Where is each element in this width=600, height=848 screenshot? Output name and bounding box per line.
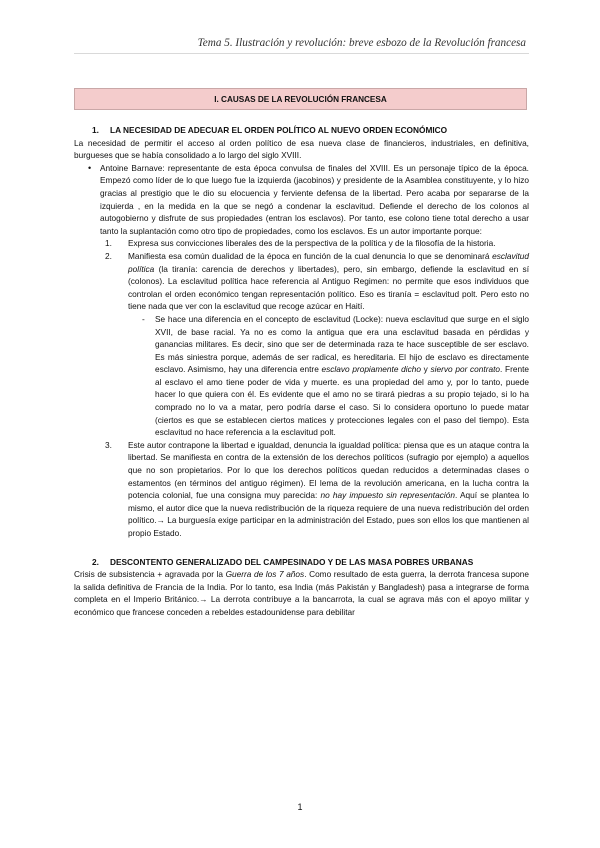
dash-item-text-mid: y [420,364,431,375]
page-number: 1 [297,802,303,812]
section-title: I. CAUSAS DE LA REVOLUCIÓN FRANCESA [214,94,387,104]
numbered-item-1-number: 1. [105,238,112,249]
heading-1 [74,124,529,137]
emphasis-esclavitud-politica: esclavitud política [128,250,529,274]
document-body [74,124,529,619]
bullet-item-text: • Antoine Barnave: representante de esta época convulsa de finales del XVIII. Es un personaje típico de la época. Empezó como líder de lo que luego fue la izquierda (jacobinos) y presidente de la Asamblea constituyente, y lo hizo gracias al prestigio que le dio su elocuencia y ferviente defensa de la libertad. Pero acaba por separarse de la izquierda , en la medida en la que se negó a condenar la esclavitud. Defiende el derecho de los colonos al autogobierno y disfrute de sus propiedades (entran los esclavos). Por tanto, ese colono tiene total derecho a usar tanto la suplantación como otro tipo de propiedades, como los esclavos. Es un autor importante porque: [100,162,529,236]
bullet-item-barnave [100,162,529,540]
heading-2-number: 2. [92,556,99,567]
numbered-item-1 [105,237,529,250]
emphasis-esclavo-propiamente: esclavo propiamente dicho [321,364,421,375]
paragraph-crisis-a: Crisis de subsistencia + agravada por la [74,569,226,580]
numbered-item-2-text [128,250,529,313]
paragraph-intro: La necesidad de permitir el acceso al orden político de esa nueva clase de financieros, industriales, en definitiva, burgueses que se había consolidado a lo largo del siglo XVIII. [74,137,529,161]
emphasis-siervo-contrato: siervo por contrato [430,364,501,375]
dash-item-text [155,313,529,439]
paragraph-crisis-b: . Como resultado de esta guerra, la derrota francesa supone la salida definitiva de Francia de la India. Por lo tanto, esa India (más Pakistán y Bangladesh) pasa a integrarse de forma completa en el Imperio Británico.→ La derrota contribuye a la bancarrota, la cual se agrava más con el apoyo militar y económico que francese conceden a rebeldes estadounidense para debilitar [74,569,529,617]
heading-2 [74,556,529,569]
numbered-item-3-number: 3. [105,439,112,450]
numbered-item-3-text-a: Este autor contrapone la libertad e igualdad, denuncia la igualdad política: piensa que es un ataque contra la libertad. Se manifiesta en contra de la extensión de los derechos políticos (sufragio por ejemplo) a aquellos que no son propietarios. Por lo que los derechos políticos quedan reducidos a determinadas clases o estamentos (en términos del antiguo régimen). El lema de la revolución americana, en la lucha contra la potencia colonial, fue una consigna muy parecida: [128,439,529,501]
dash-list [128,313,529,439]
running-header: Tema 5. Ilustración y revolución: breve esbozo de la Revolución francesa [197,37,526,49]
numbered-item-3 [105,439,530,540]
section-spacer [74,540,529,556]
numbered-item-2-text-b: (la tiranía: carencia de derechos y libertades), pero, sin embargo, defiende la esclavitud en sí (colonos). La esclavitud política hace referencia al Antiguo Regimen: no permite que esos individuos que controlan el orden económico tengan representación político. Eso es tiranía = esclavitud polt. Pero esto no tiene nada que ver con la esclavitud que recoge azúcar en Haití. [128,263,529,312]
emphasis-no-impuesto: no hay impuesto sin representación [320,490,455,501]
header-divider [74,53,529,54]
numbered-item-1-text: Expresa sus convicciones liberales des de la perspectiva de la política y de la filosofía de la historia. [128,238,496,249]
heading-2-title: DESCONTENTO GENERALIZADO DEL CAMPESINADO Y DE LAS MASA POBRES URBANAS [110,556,474,567]
numbered-item-2-number: 2. [105,250,112,261]
emphasis-guerra-7-anos: Guerra de los 7 años [225,569,305,580]
heading-1-title: LA NECESIDAD DE ADECUAR EL ORDEN POLÍTICO AL NUEVO ORDEN ECONÓMICO [110,125,448,135]
numbered-item-2-text-a: Manifiesta esa común dualidad de la época en función de la cual denuncia lo que se denominará [128,250,493,261]
numbered-list [100,237,529,539]
dash-item-text-b: . Frente al esclavo el amo tiene poder de vida y muerte. es una propiedad del amo y, por lo tanto, puede hacer lo que quiera con él. Es evidente que el amo no se tirará piedras a su propio tejado, si lo ha comprado no lo va a matar, pero podría darse el caso. Si lo considera oportuno lo puede matar (ciertos es que se establecen ciertos matices y protecciones legales con el paso del tiempo). Esta esclavitud no hace referencia a la esclavitud polt. [155,364,530,438]
numbered-item-2 [105,250,530,439]
section-title-box [74,88,527,110]
bullet-list [74,162,529,540]
numbered-item-3-text-b: . Aquí se plantea lo mismo, el autor dice que la nueva redistribución de la riqueza requiere de una nueva redistribución del orden político.→ La burguesía exige participar en la administración del Estado, pues son ellos los que mantienen al propio Estado. [128,490,530,538]
paragraph-crisis [74,568,529,618]
numbered-item-3-text [128,439,529,540]
dash-item-text-a: Se hace una diferencia en el concepto de esclavitud (Locke): nueva esclavitud que surge en el siglo XVII, de base racial. Ya no es como la antigua que era una esclavitud basada en pérdidas y ganancias militares. Es decir, sino que ser de determinada raza te hace susceptible de ser esclavo. Es más siniestra porque, además de ser radical, es hereditaria. El hijo de esclavo es directamente esclavo. Asimismo, hay una diferencia entre [155,313,529,375]
dash-item-locke [155,313,529,439]
heading-1-number: 1. [92,125,99,135]
